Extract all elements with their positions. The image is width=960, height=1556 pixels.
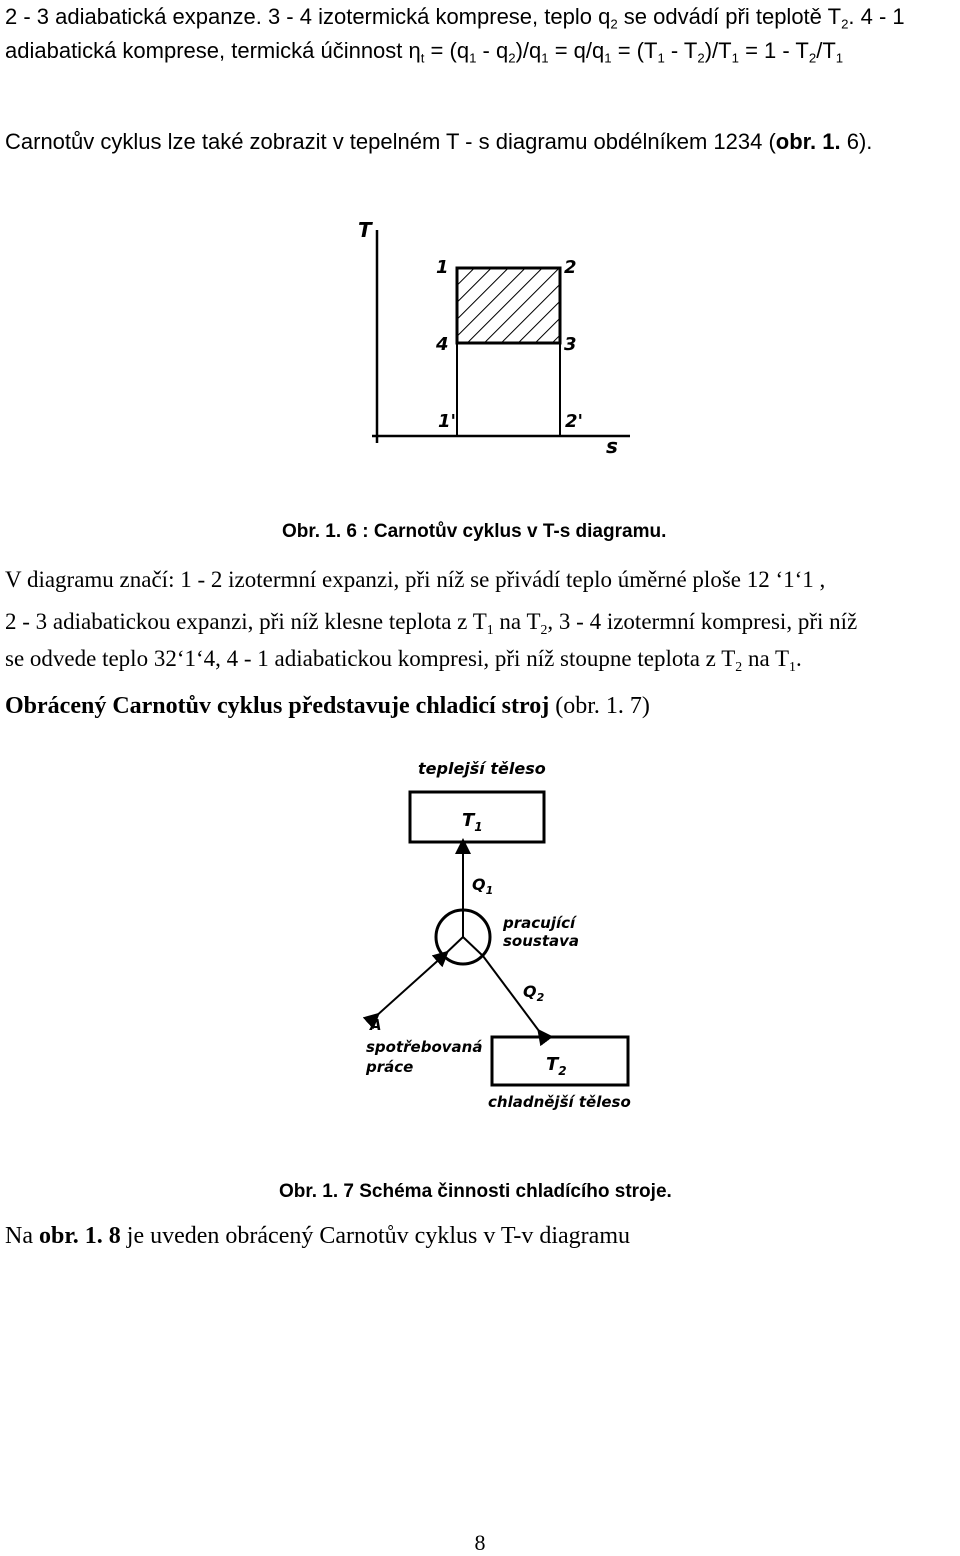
junction-left (443, 937, 463, 956)
point-label-3: 3 (564, 334, 577, 355)
q1-label: $Q_1$ (472, 875, 494, 897)
text-line-3: Carnotův cyklus lze také zobrazit v tepelném T - s diagramu obdélníkem 1234 (obr. 1. 6). (5, 129, 873, 154)
efficiency-formula: adiabatická komprese, termická účinnost $\eta_t = (q_1 - q_2)/q_1 = q/q_1 = (T_1 - T_2)/T_1 = 1 - T_2/T_1$ (5, 38, 844, 66)
point-label-2-prime: 2' (565, 411, 584, 432)
paragraph-line-2: 2 - 3 adiabatickou expanzi, při níž klesne teplota z $T_1$ na $T_2$, 3 - 4 izotermní kompresi, při níž (5, 609, 858, 637)
hot-body-box (410, 792, 544, 842)
work-label-1: spotřebovaná (366, 1038, 483, 1056)
hot-temp-label: $T_1$ (462, 810, 483, 834)
cold-temp-label: $T_2$ (546, 1054, 567, 1078)
axis-label-t: T (358, 218, 372, 242)
working-system-label-1: pracující (503, 914, 576, 932)
working-system-label-2: soustava (503, 932, 580, 950)
junction-right (463, 937, 483, 956)
ts-diagram (340, 215, 640, 465)
cold-body-label: chladnější těleso (488, 1093, 631, 1111)
figure-caption-1-7: Obr. 1. 7 Schéma činnosti chladícího stroje. (279, 1181, 672, 1202)
section-heading: Obrácený Carnotův cyklus představuje chladicí stroj (obr. 1. 7) (5, 693, 650, 719)
work-symbol: A (370, 1016, 382, 1034)
point-label-1-prime: 1' (438, 411, 457, 432)
paragraph-line-1: V diagramu značí: 1 - 2 izotermní expanzi, při níž se přivádí teplo úměrné ploše 12 ‘1‘1 , (5, 567, 826, 592)
work-label-2: práce (366, 1058, 414, 1076)
point-label-4: 4 (436, 334, 449, 355)
text-line-1: 2 - 3 adiabatická expanze. 3 - 4 izotermická komprese, teplo $q_2$ se odvádí při teplotě $T_2$. 4 - 1 (5, 4, 905, 32)
text-last-line: Na obr. 1. 8 je uveden obrácený Carnotův cyklus v T-v diagramu (5, 1223, 630, 1249)
work-arrow (374, 956, 443, 1018)
page-number: 8 (474, 1530, 486, 1555)
paragraph-line-3: se odvede teplo 32‘1‘4, 4 - 1 adiabatickou kompresi, při níž stoupne teplota z $T_2$ na $T_1$. (5, 646, 802, 674)
hatched-area (457, 268, 560, 343)
hot-body-label: teplejší těleso (418, 759, 546, 778)
point-label-1: 1 (436, 257, 449, 278)
figure-caption-1-6: Obr. 1. 6 : Carnotův cyklus v T-s diagramu. (282, 521, 667, 542)
axis-label-s: s (606, 434, 618, 458)
refrigerator-diagram (350, 750, 670, 1120)
q2-label: $Q_2$ (523, 982, 545, 1004)
point-label-2: 2 (564, 257, 577, 278)
